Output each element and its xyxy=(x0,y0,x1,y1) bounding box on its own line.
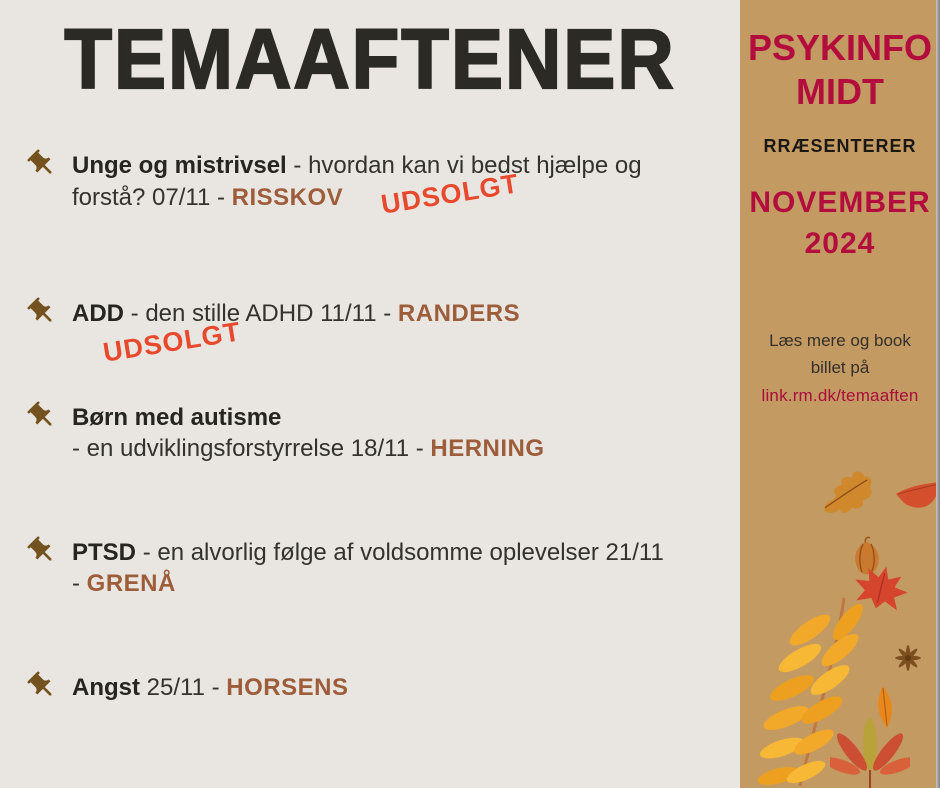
year-label: 2024 xyxy=(804,227,876,260)
event-description: - en alvorlig følge af voldsomme oplevelser 21/11 - xyxy=(72,539,664,597)
event-city: GRENÅ xyxy=(86,570,176,597)
pushpin-icon xyxy=(26,148,58,180)
oak-leaf-icon xyxy=(812,461,882,525)
event-item-ptsd xyxy=(26,537,666,599)
event-title: Børn med autisme xyxy=(72,404,282,431)
sold-out-badge: UDSOLGT xyxy=(378,168,521,220)
event-city: HERNING xyxy=(430,435,545,462)
pushpin-icon xyxy=(26,535,58,567)
red-leaf-fragment-icon xyxy=(896,482,940,514)
star-anise-icon xyxy=(894,644,922,672)
booking-link[interactable]: link.rm.dk/temaaften xyxy=(761,386,919,405)
page-title: TEMAAFTENER xyxy=(64,11,676,107)
event-description: 25/11 - xyxy=(146,674,220,701)
event-title: ADD xyxy=(72,300,124,327)
pushpin-icon xyxy=(26,400,58,432)
event-city: RANDERS xyxy=(397,300,521,327)
event-item-unge-og-mistrivsel xyxy=(26,150,666,220)
event-item-add xyxy=(26,298,666,368)
pushpin-icon xyxy=(26,670,58,702)
sidebar xyxy=(740,0,940,788)
event-title: Angst xyxy=(72,674,140,701)
booking-text: Læs mere og book billet på xyxy=(769,331,911,377)
creeper-leaf-icon xyxy=(830,716,910,788)
event-item-angst xyxy=(26,672,666,703)
event-city: RISSKOV xyxy=(231,184,344,211)
pushpin-icon xyxy=(26,296,58,328)
sold-out-badge: UDSOLGT xyxy=(100,316,243,368)
brand-name xyxy=(740,26,940,114)
event-city: HORSENS xyxy=(226,674,349,701)
screenshot-right-edge xyxy=(936,0,940,788)
brand-line-1: PSYKINFO xyxy=(747,27,933,68)
event-title: Unge og mistrivsel xyxy=(72,152,287,179)
month-label: NOVEMBER xyxy=(749,186,931,219)
event-item-born-med-autisme xyxy=(26,402,666,464)
presents-label: RRÆSENTERER xyxy=(763,136,917,156)
event-description: - en udviklingsforstyrrelse 18/11 - xyxy=(72,435,424,462)
brand-line-2: MIDT xyxy=(796,71,884,112)
date-heading xyxy=(740,182,940,264)
event-description: - den stille ADHD 11/11 - xyxy=(130,300,392,327)
event-description: - hvordan kan vi bedst hjælpe og forstå? 07/11 - xyxy=(72,152,642,211)
booking-info xyxy=(760,327,920,409)
event-title: PTSD xyxy=(72,539,137,566)
